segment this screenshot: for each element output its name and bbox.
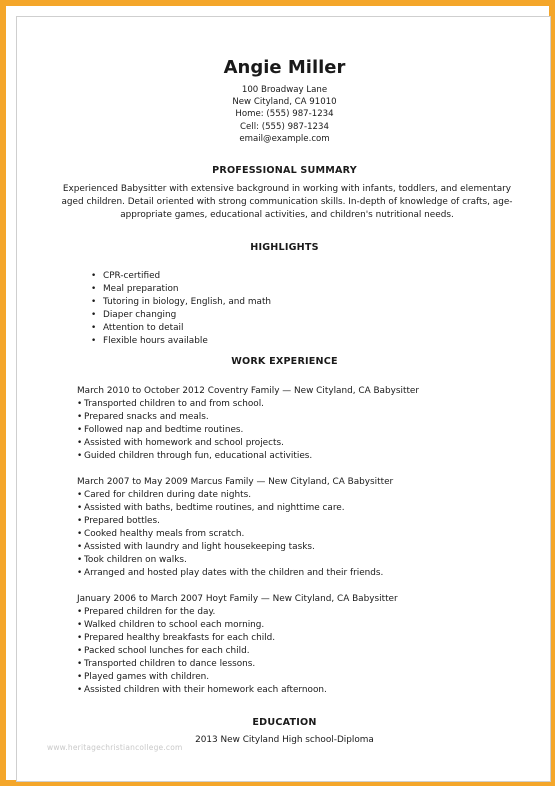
job-duty: • Prepared bottles. — [77, 515, 517, 528]
summary-text: Experienced Babysitter with extensive background in working with infants, toddlers, and elementary aged children. Detail oriented with strong communication skills. In-depth of knowledge of crafts, age-appropriate games, educational activities, and children's nutritional needs. — [61, 184, 513, 220]
address-line: 100 Broadway Lane — [241, 85, 328, 95]
job-title: March 2010 to October 2012 Coventry Family — New Cityland, CA Babysitter — [77, 386, 420, 396]
city-line: New Cityland, CA 91010 — [232, 97, 337, 108]
job-duty: • Arranged and hosted play dates with the children and their friends. — [77, 567, 517, 580]
job-duty: • Assisted with baths, bedtime routines, and nighttime care. — [77, 502, 517, 515]
job-duty: • Prepared children for the day. — [77, 606, 517, 619]
job-duty: • Transported children to and from school. — [77, 398, 517, 411]
job-entry-hoyt — [77, 593, 517, 697]
experience-heading: WORK EXPERIENCE — [231, 356, 338, 367]
job-duty: • Guided children through fun, educational activities. — [77, 450, 517, 463]
highlights-list — [89, 270, 271, 348]
education-entry: 2013 New Cityland High school-Diploma — [195, 735, 374, 745]
highlight-item: • Meal preparation — [89, 283, 271, 296]
email-address: email@example.com — [239, 133, 330, 144]
job-duties — [77, 398, 517, 463]
contact-block — [17, 84, 552, 145]
job-duty: • Packed school lunches for each child. — [77, 645, 517, 658]
job-title: March 2007 to May 2009 Marcus Family — New Cityland, CA Babysitter — [77, 477, 394, 487]
education-heading: EDUCATION — [252, 717, 317, 728]
highlights-heading: HIGHLIGHTS — [250, 242, 319, 253]
job-duty: • Took children on walks. — [77, 554, 517, 567]
job-duty: • Assisted with homework and school projects. — [77, 437, 517, 450]
highlight-item: • Attention to detail — [89, 322, 271, 335]
job-duty: • Assisted with laundry and light housekeeping tasks. — [77, 541, 517, 554]
home-phone: Home: (555) 987-1234 — [235, 109, 334, 120]
job-duty: • Prepared snacks and meals. — [77, 411, 517, 424]
site-watermark: www.heritagechristiancollege.com — [47, 743, 183, 752]
job-duty: • Played games with children. — [77, 671, 517, 684]
job-entry-coventry — [77, 385, 517, 463]
job-duties — [77, 606, 517, 697]
job-entry-marcus — [77, 476, 517, 580]
highlight-item: • Flexible hours available — [89, 335, 271, 348]
job-duties — [77, 489, 517, 580]
job-duty: • Walked children to school each morning. — [77, 619, 517, 632]
job-duty: • Transported children to dance lessons. — [77, 658, 517, 671]
highlight-item: • Diaper changing — [89, 309, 271, 322]
job-duty: • Followed nap and bedtime routines. — [77, 424, 517, 437]
resume-page — [16, 16, 551, 782]
job-duty: • Assisted children with their homework each afternoon. — [77, 684, 517, 697]
job-duty: • Prepared healthy breakfasts for each child. — [77, 632, 517, 645]
summary-heading: PROFESSIONAL SUMMARY — [212, 165, 357, 176]
highlight-item: • CPR-certified — [89, 270, 271, 283]
job-duty: • Cared for children during date nights. — [77, 489, 517, 502]
candidate-name: Angie Miller — [223, 57, 346, 78]
highlight-item: • Tutoring in biology, English, and math — [89, 296, 271, 309]
job-duty: • Cooked healthy meals from scratch. — [77, 528, 517, 541]
cell-phone: Cell: (555) 987-1234 — [240, 121, 329, 132]
job-title: January 2006 to March 2007 Hoyt Family — New Cityland, CA Babysitter — [77, 594, 398, 604]
